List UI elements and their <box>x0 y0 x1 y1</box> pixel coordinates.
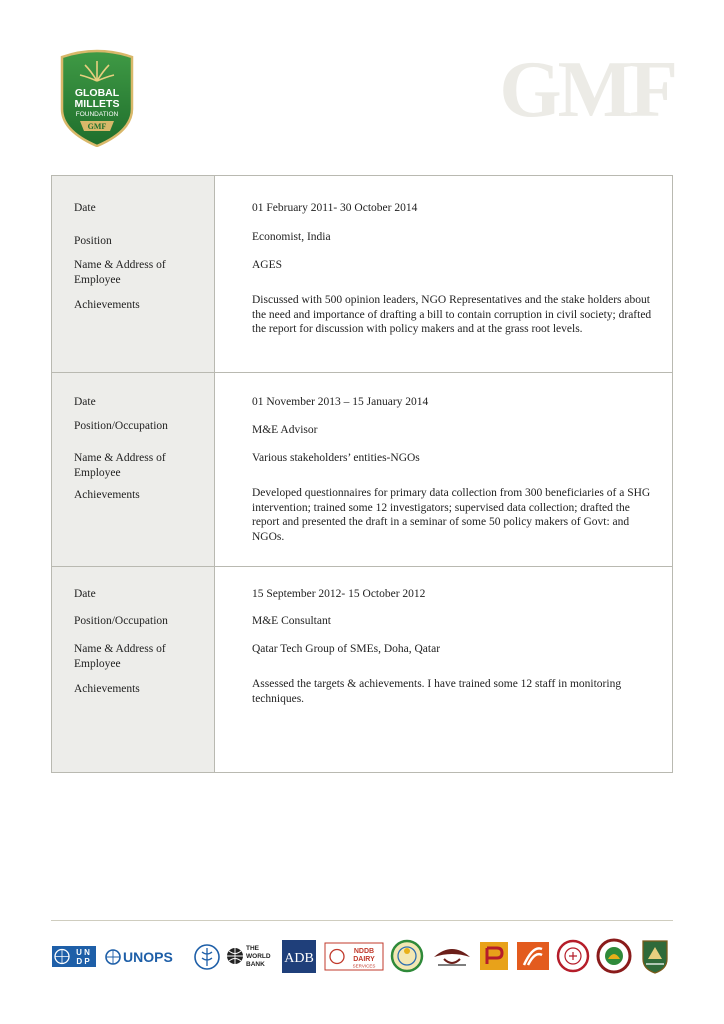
experience-entry <box>52 373 672 567</box>
bird-of-paradise-icon <box>434 949 470 957</box>
logo-line-millets: MILLETS <box>74 98 120 110</box>
position-label: Position/Occupation <box>74 615 168 627</box>
world-bank-logo <box>226 937 278 975</box>
nddb-logo <box>324 937 384 975</box>
achievements-label: Achievements <box>74 489 140 501</box>
date-label: Date <box>74 588 96 600</box>
position-value: M&E Consultant <box>252 615 331 627</box>
bank-of-baroda-logo <box>516 937 550 975</box>
date-value: 15 September 2012- 15 October 2012 <box>252 588 426 600</box>
world-bank-line2: WORLD <box>246 953 271 960</box>
nddb-line3: SERVICES <box>352 963 376 969</box>
pnb-logo <box>479 937 509 975</box>
date-label: Date <box>74 202 96 214</box>
university-seal-logo <box>596 937 632 975</box>
date-value: 01 November 2013 – 15 January 2014 <box>252 396 429 408</box>
rwanda-seal-logo <box>390 937 424 975</box>
achievements-value: Discussed with 500 opinion leaders, NGO Representatives and the stake holders about the need and importance of drafting a bill to contain corruption in civil society; drafted the report for discussion with policy makers and at the grass root levels. <box>252 294 652 335</box>
logo-line-global: GLOBAL <box>74 87 120 99</box>
experience-entry <box>52 567 672 772</box>
world-bank-line1: THE <box>246 945 259 952</box>
date-label: Date <box>74 396 96 408</box>
unops-text: UNOPS <box>123 949 173 965</box>
institution-seal-logo <box>556 937 590 975</box>
logo-line-foundation: FOUNDATION <box>75 111 119 118</box>
adb-text: ADB <box>284 951 314 966</box>
employer-label: Name & Address of Employee <box>74 452 166 479</box>
crest-logo <box>638 937 672 975</box>
employer-label: Name & Address of Employee <box>74 259 166 286</box>
position-label: Position <box>74 235 112 247</box>
achievements-value: Assessed the targets & achievements. I have trained some 12 staff in monitoring techniques. <box>252 678 622 705</box>
undp-logo <box>52 937 96 975</box>
global-millets-foundation-logo <box>58 47 136 147</box>
employer-value: Qatar Tech Group of SMEs, Doha, Qatar <box>252 643 441 655</box>
sun-icon <box>404 948 410 954</box>
fao-logo <box>193 937 221 975</box>
undp-text-bottom: D P <box>76 957 90 966</box>
nddb-line1: NDDB <box>353 948 375 955</box>
employer-label: Name & Address of Employee <box>74 643 166 670</box>
adb-logo <box>282 937 316 975</box>
footer-divider <box>51 920 673 921</box>
png-emblem-logo <box>430 937 474 975</box>
position-label: Position/Occupation <box>74 420 168 432</box>
nddb-emblem-icon <box>330 950 344 964</box>
employer-value: Various stakeholders’ entities-NGOs <box>252 452 420 464</box>
logo-badge-gmf: GMF <box>87 122 107 131</box>
achievements-value: Developed questionnaires for primary data collection from 300 beneficiaries of a SHG intervention; trained some 12 investigators; supervised data collection; drafted the report and presented the draft in a seminar of some 50 policy makers of Govt: and NGOs. <box>252 487 651 543</box>
wheat-icon <box>202 948 212 966</box>
unops-logo <box>104 937 188 975</box>
gmf-watermark: GMF <box>499 46 674 134</box>
world-bank-line3: BANK <box>246 961 265 968</box>
position-value: M&E Advisor <box>252 424 318 436</box>
achievements-label: Achievements <box>74 299 140 311</box>
partner-logos <box>52 937 674 975</box>
employer-value: AGES <box>252 259 283 271</box>
undp-text-top: U N <box>76 948 90 957</box>
achievements-label: Achievements <box>74 683 140 695</box>
position-value: Economist, India <box>252 231 331 243</box>
experience-entry <box>52 176 672 373</box>
date-value: 01 February 2011- 30 October 2014 <box>252 202 418 214</box>
experience-table <box>51 175 673 773</box>
nddb-line2: DAIRY <box>353 956 375 963</box>
